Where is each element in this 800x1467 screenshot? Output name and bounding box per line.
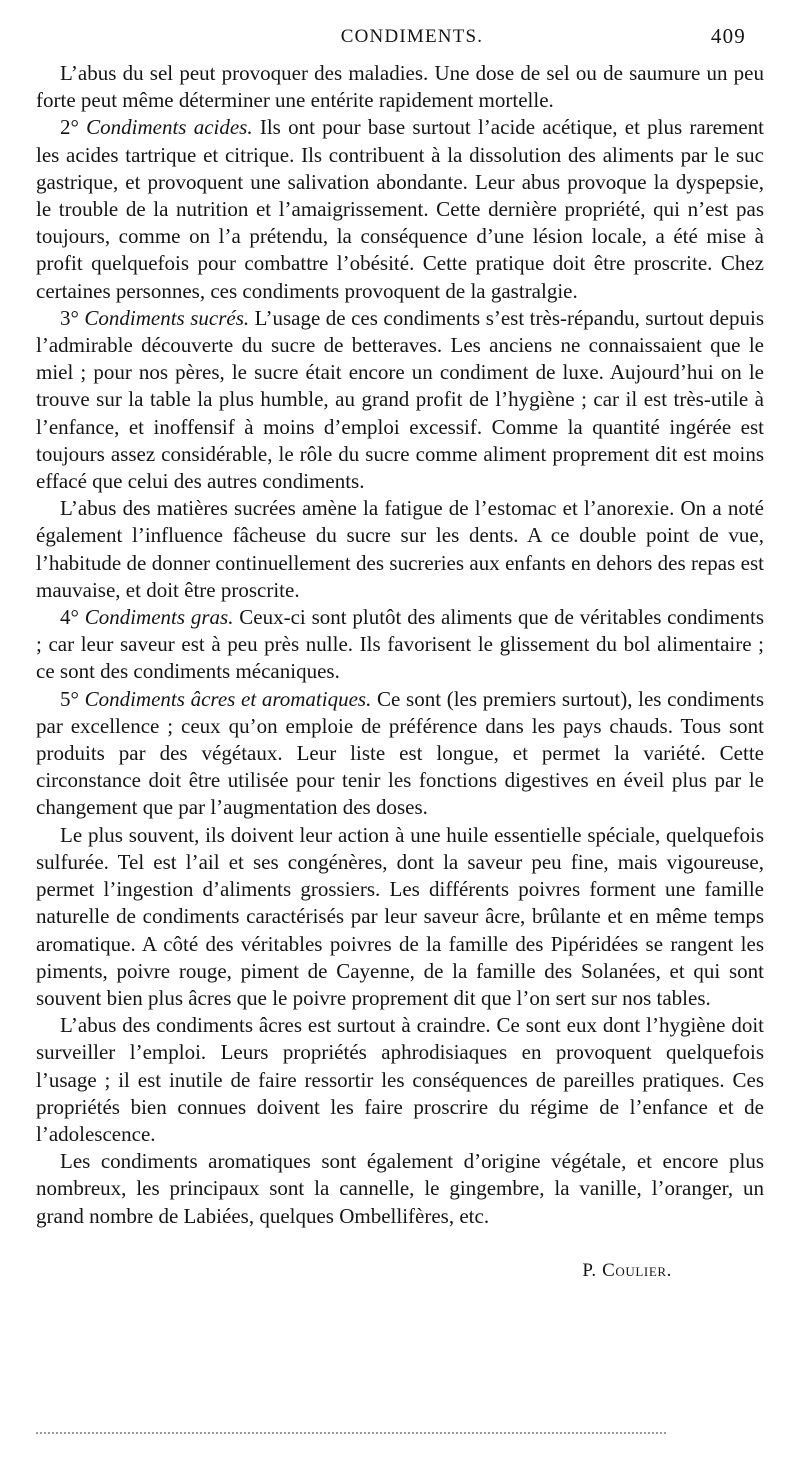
footer-rule — [36, 1432, 666, 1434]
running-header — [36, 26, 764, 60]
paragraph: L’abus des matières sucrées amène la fatigue de l’estomac et l’anorexie. On a noté également l’influence fâcheuse du sucre sur les dents. A ce double point de vue, l’habitude de donner continuellement des sucreries aux enfants en dehors des repas est mauvaise, et doit être proscrite. — [36, 496, 764, 602]
paragraph: Les condiments aromatiques sont également d’origine végétale, et encore plus nombreux, les principaux sont la cannelle, le gingembre, la vanille, l’oranger, un grand nombre de Labiées, quelques Ombellifères, etc. — [36, 1149, 764, 1228]
paragraph: Le plus souvent, ils doivent leur action à une huile essentielle spéciale, quelquefois sulfurée. Tel est l’ail et ses congénères, dont la saveur peu fine, mais vigoureuse, permet l’ingestion d’aliments grossiers. Les différents poivres forment une famille naturelle de condiments caractérisés par leur saveur âcre, brûlante et en même temps aromatique. A côté des véritables poivres de la famille des Pipéridées se rangent les piments, poivre rouge, piment de Cayenne, de la famille des Solanées, et qui sont souvent bien plus âcres que le poivre proprement dit que l’on sert sur nos tables. — [36, 822, 764, 1010]
section-title: Condiments sucrés. — [84, 305, 250, 330]
author-signature: P. Coulier. — [582, 1259, 672, 1281]
page-number: 409 — [710, 24, 746, 48]
paragraph: 2° Condiments acides. Ils ont pour base surtout l’acide acétique, et plus rarement les acides tartrique et citrique. Ils contribuent à la dissolution des aliments par le suc gastrique, et provoquent une salivation abondante. Leur abus provoque la dyspepsie, le trouble de la nutrition et l’amaigrissement. Cette dernière propriété, qui n’est pas toujours, comme on l’a prétendu, la conséquence d’une lésion locale, a été mise à profit quelquefois pour combattre l’obésité. Cette pratique doit être proscrite. Chez certaines personnes, ces condiments provoquent de la gastralgie. — [36, 115, 764, 303]
running-title: CONDIMENTS. — [340, 26, 484, 47]
body-text — [36, 60, 764, 1230]
paragraph: 4° Condiments gras. Ceux-ci sont plutôt des aliments que de véritables condiments ; car leur saveur est à peu près nulle. Ils favorisent le glissement du bol alimentaire ; ce sont des condiments mécaniques. — [36, 605, 764, 684]
section-title: Condiments acides. — [86, 115, 253, 140]
section-title: Condiments gras. — [84, 605, 234, 630]
section-title: Condiments âcres et aromatiques. — [84, 686, 372, 711]
paragraph: 3° Condiments sucrés. L’usage de ces condiments s’est très-répandu, surtout depuis l’admirable découverte du sucre de betteraves. Les anciens ne connaissaient que le miel ; pour nos pères, le sucre était encore un condiment de luxe. Aujourd’hui on le trouve sur la table la plus humble, au grand profit de l’hygiène ; car il est très-utile à l’enfance, et inoffensif à moins d’emploi excessif. Comme la quantité ingérée est toujours assez considérable, le rôle du sucre comme aliment proprement dit est moins effacé que celui des autres condiments. — [36, 305, 765, 494]
book-page — [36, 26, 764, 1282]
paragraph: L’abus des condiments âcres est surtout à craindre. Ce sont eux dont l’hygiène doit surveiller l’emploi. Leurs propriétés aphrodisiaques en provoquent quelquefois l’usage ; il est inutile de faire ressortir les conséquences de pareilles pratiques. Ces propriétés bien connues doivent les faire proscrire du régime de l’enfance et de l’adolescence. — [36, 1013, 764, 1146]
paragraph: L’abus du sel peut provoquer des maladies. Une dose de sel ou de saumure un peu forte peut même déterminer une entérite rapidement mortelle. — [36, 61, 764, 113]
paragraph: 5° Condiments âcres et aromatiques. Ce sont (les premiers surtout), les condiments par excellence ; ceux qu’on emploie de préférence dans les pays chauds. Tous sont produits par des végétaux. Leur liste est longue, et permet la variété. Cette circonstance doit être utilisée pour tenir les fonctions digestives en éveil plus par le changement que par l’augmentation des doses. — [36, 686, 764, 820]
